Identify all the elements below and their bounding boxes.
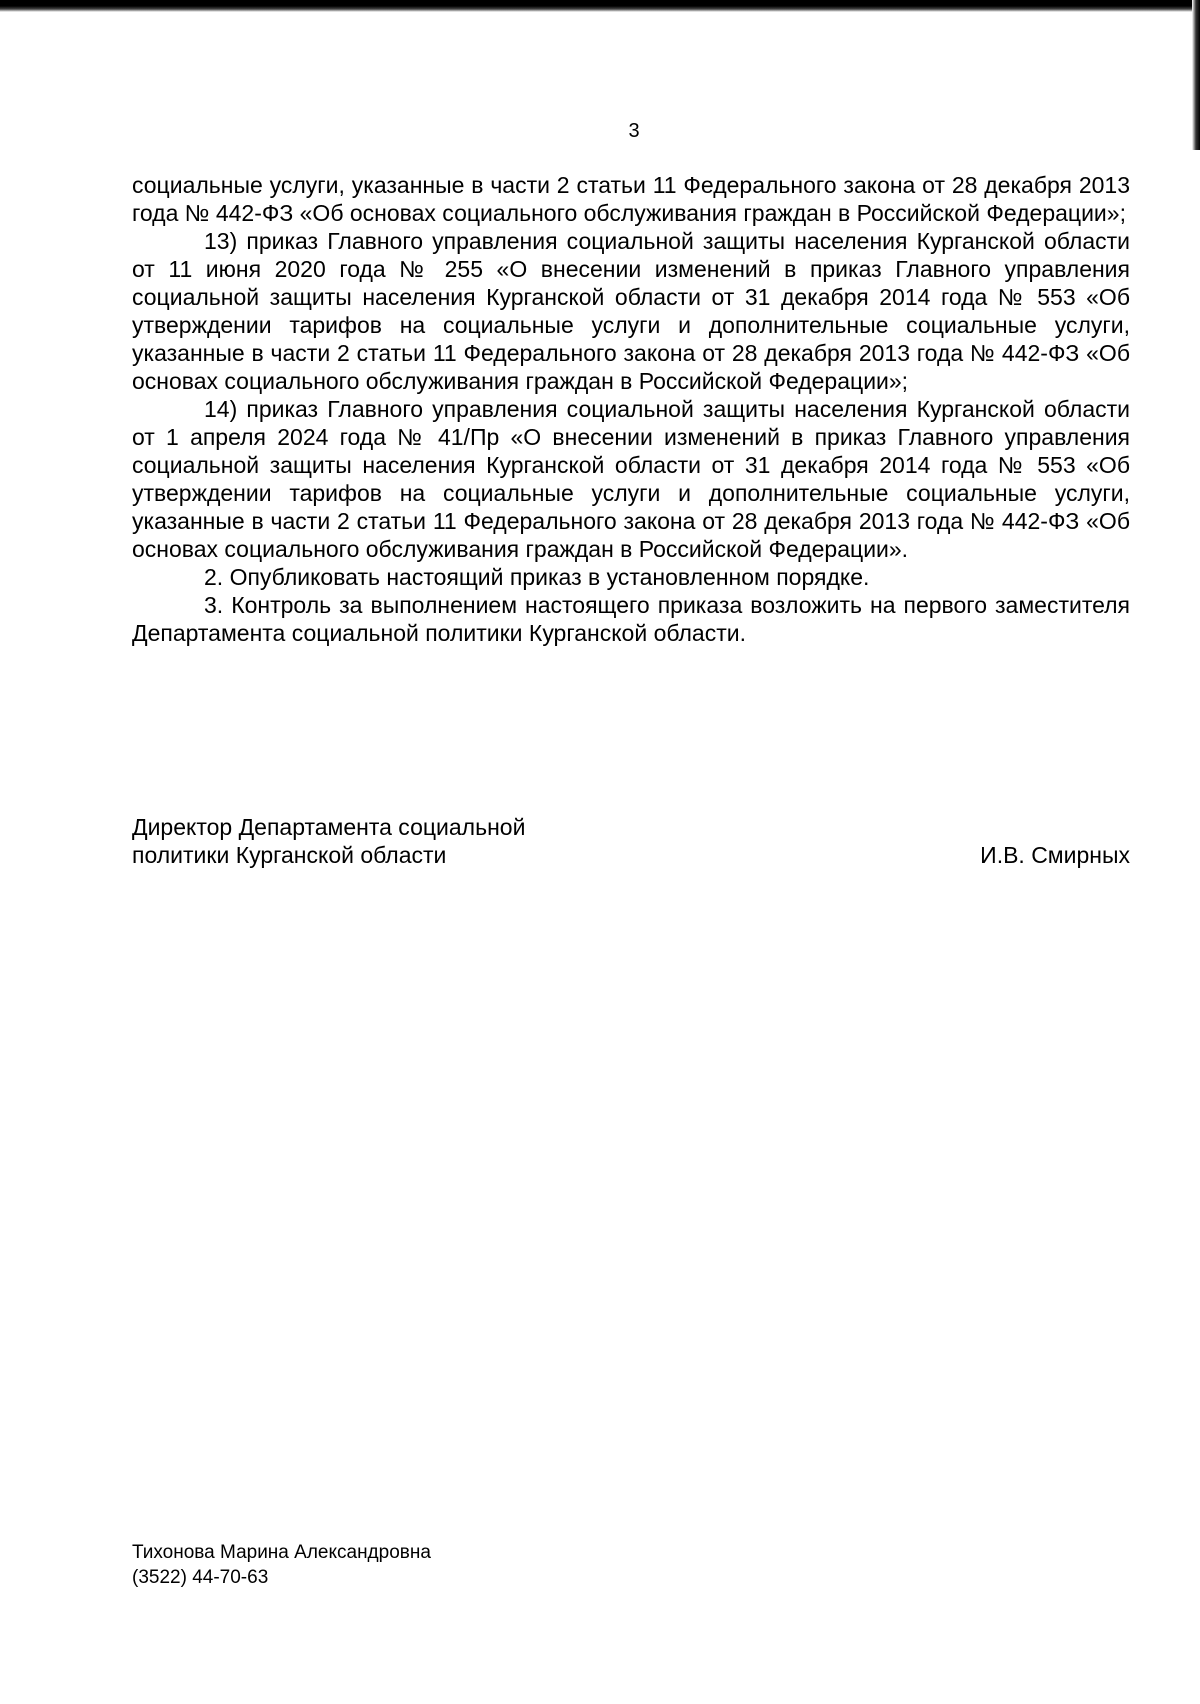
paragraph-continuation: социальные услуги, указанные в части 2 статьи 11 Федерального закона от 28 декабря 2013 года № 442-ФЗ «Об основах социального обслуживания граждан в Российской Федерации»; (132, 172, 1130, 226)
paragraph-item-13: 13) приказ Главного управления социальной защиты населения Курганской области от 11 июня 2020 года № 255 «О внесении изменений в приказ Главного управления социальной защиты населения Курганской области от 31 декабря 2014 года № 553 «Об утверждении тарифов на социальные услуги и дополнительные социальные услуги, указанные в части 2 статьи 11 Федерального закона от 28 декабря 2013 года № 442-ФЗ «Об основах социального обслуживания граждан в Российской Федерации»; (132, 228, 1130, 394)
signatory-position (132, 813, 732, 869)
paragraph-item-14: 14) приказ Главного управления социальной защиты населения Курганской области от 1 апреля 2024 года № 41/Пр «О внесении изменений в приказ Главного управления социальной защиты населения Курганской области от 31 декабря 2014 года № 553 «Об утверждении тарифов на социальные услуги и дополнительные социальные услуги, указанные в части 2 статьи 11 Федерального закона от 28 декабря 2013 года № 442-ФЗ «Об основах социального обслуживания граждан в Российской Федерации». (132, 396, 1130, 562)
executor-name: Тихонова Марина Александровна (132, 1542, 431, 1563)
executor-info (132, 1540, 431, 1590)
paragraph-clause-3: 3. Контроль за выполнением настоящего приказа возложить на первого заместителя Департамента социальной политики Курганской области. (132, 592, 1130, 646)
document-body (132, 171, 1130, 647)
signatory-position-line-2: политики Курганской области (132, 842, 447, 868)
page-number: 3 (628, 120, 640, 142)
signatory-position-line-1: Директор Департамента социальной (132, 814, 526, 840)
executor-phone: (3522) 44-70-63 (132, 1567, 269, 1588)
paragraph-clause-2: 2. Опубликовать настоящий приказ в установленном порядке. (204, 564, 870, 590)
signatory-name: И.В. Смирных (980, 842, 1130, 868)
scan-edge-top (0, 0, 1200, 12)
